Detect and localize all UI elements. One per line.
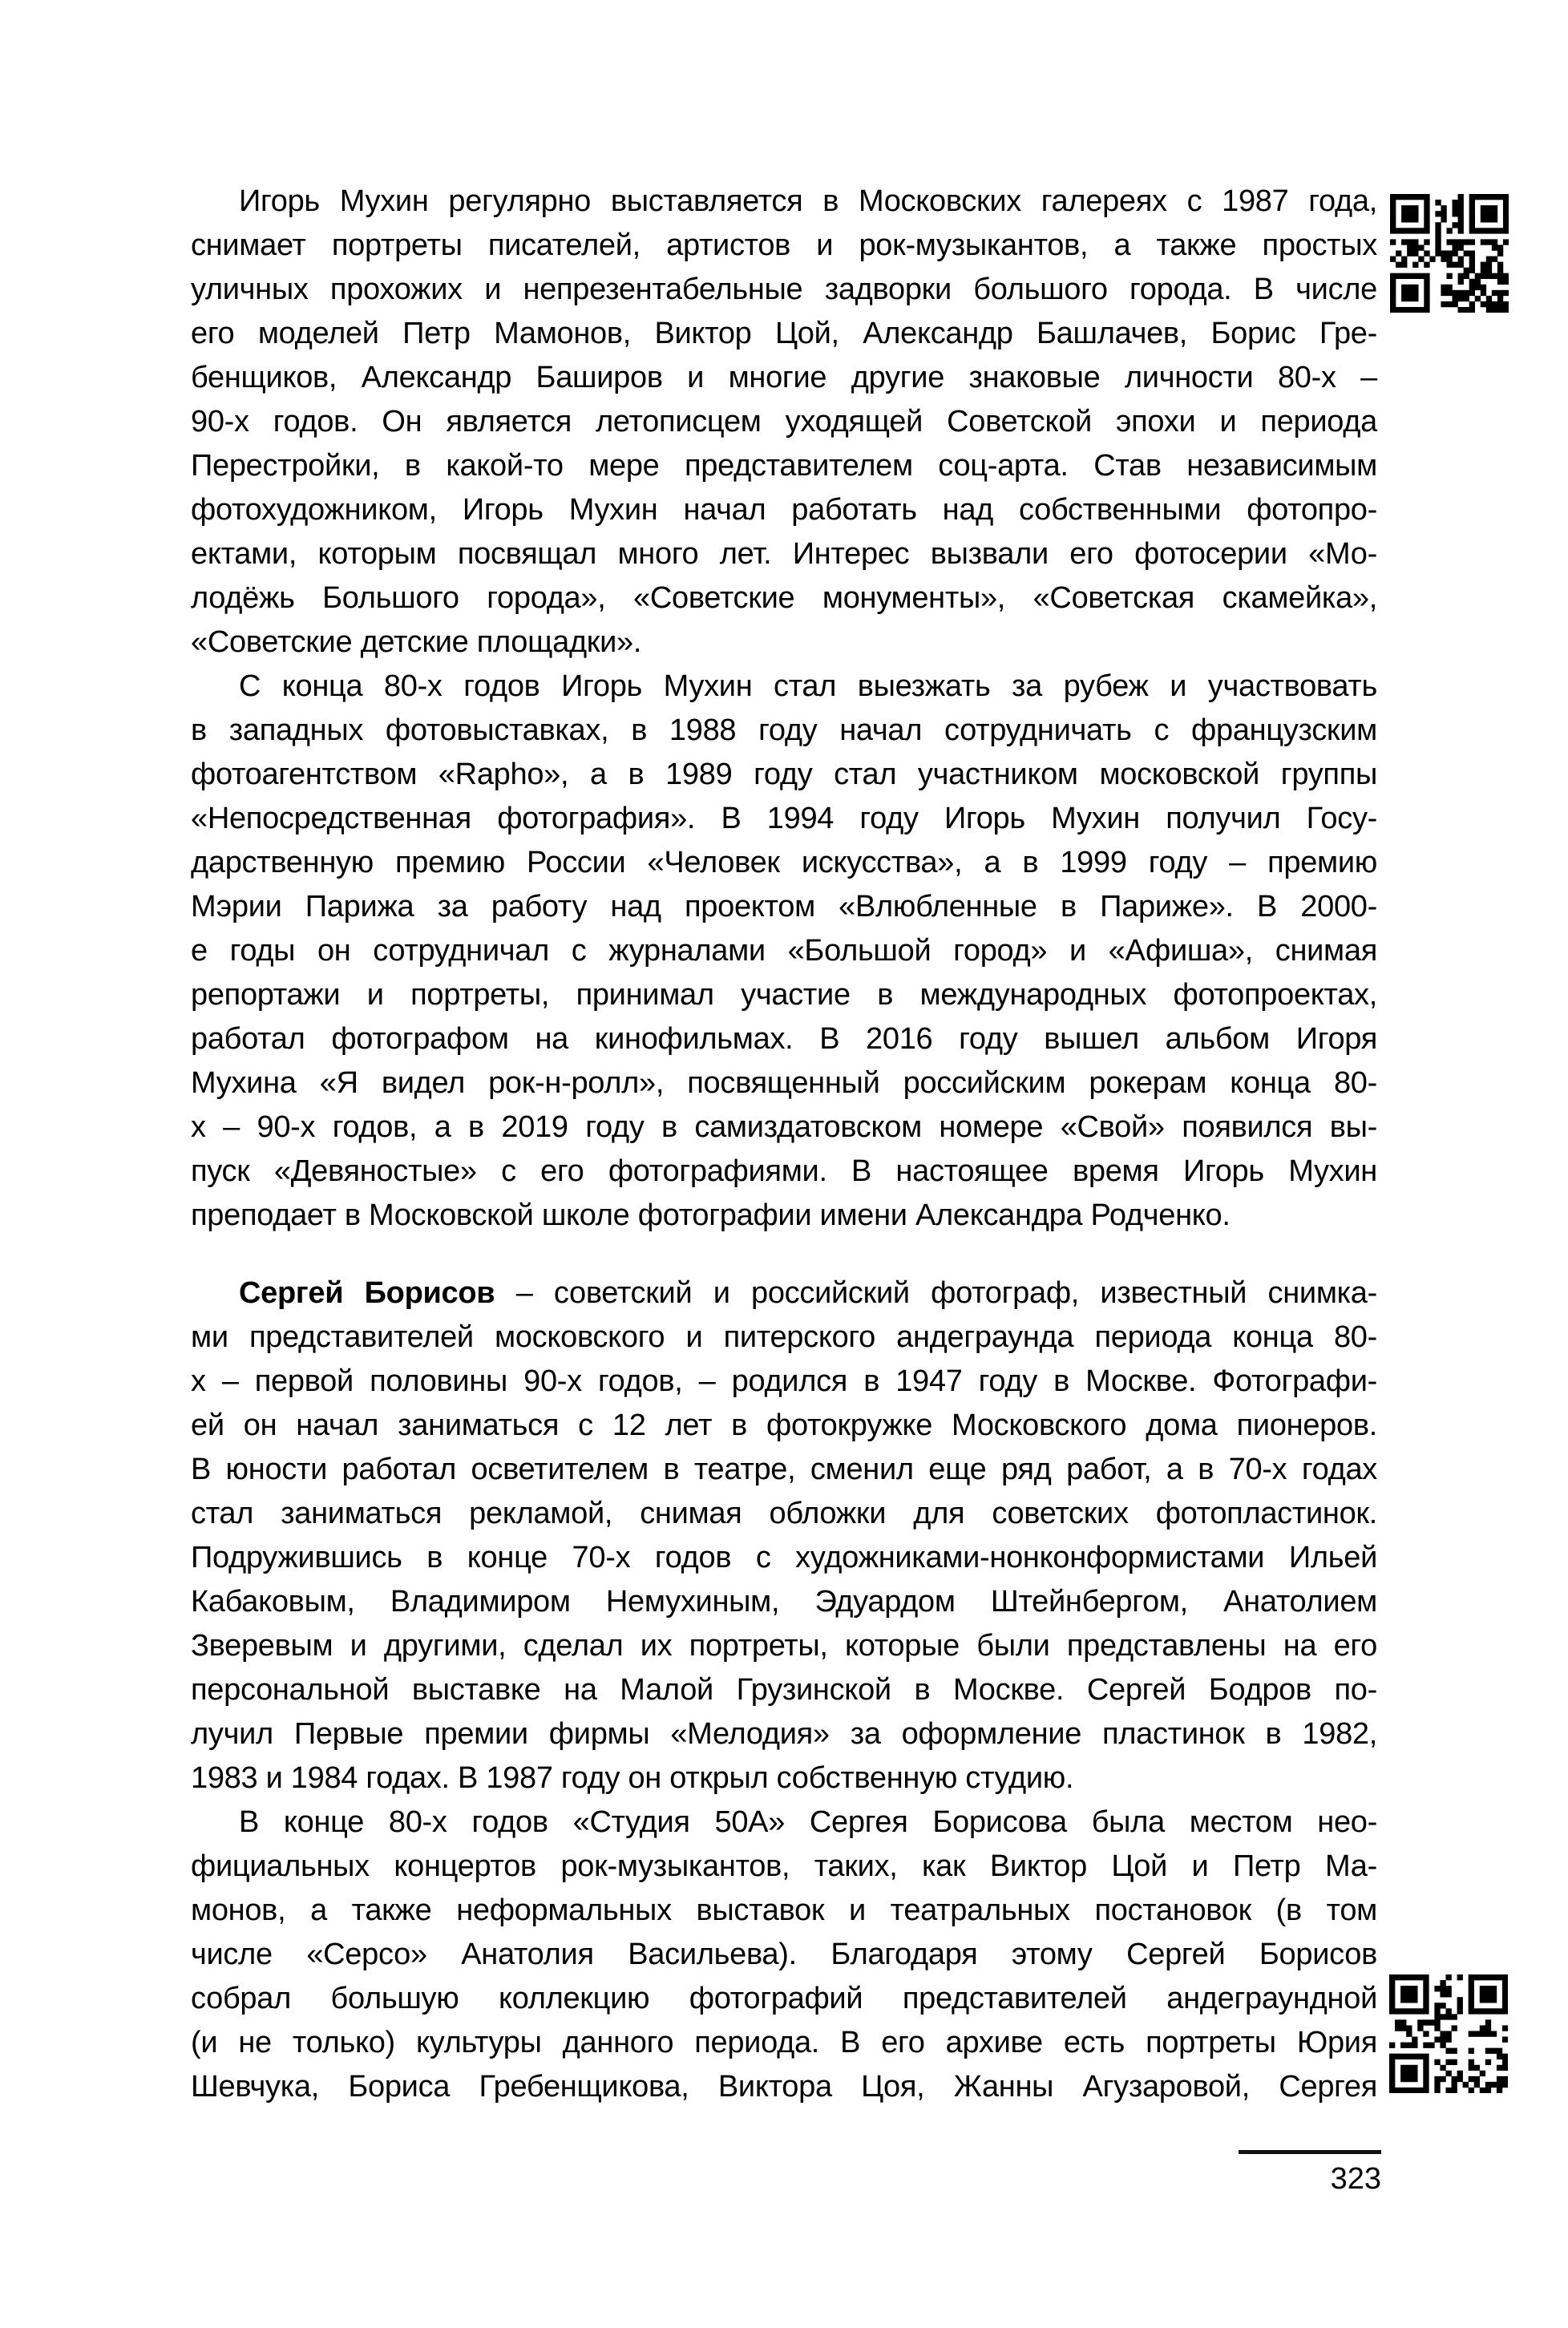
text-line: Мухина «Я видел рок-н-ролл», посвященный российским рокерам конца 80- [191, 1066, 1377, 1100]
text-line: С конца 80-х годов Игорь Мухин стал выезжать за рубеж и участвовать [239, 669, 1377, 703]
text-line: в западных фотовыставках, в 1988 году начал сотрудничать с французским [191, 713, 1377, 747]
text-line: ектами, которым посвящал много лет. Интерес вызвали его фотосерии «Мо- [191, 537, 1377, 571]
text-line: числе «Серсо» Анатолия Васильева). Благодаря этому Сергей Борисов [191, 1938, 1377, 1971]
text-line: дарственную премию России «Человек искусства», а в 1999 году – премию [191, 846, 1377, 879]
text-line: работал фотографом на кинофильмах. В 2016 году вышел альбом Игоря [191, 1022, 1377, 1056]
text-line: пуск «Девяностые» с его фотографиями. В настоящее время Игорь Мухин [191, 1154, 1377, 1188]
page-number: 323 [1330, 2162, 1381, 2196]
text-line: Перестройки, в какой-то мере представителем соц-арта. Став независимым [191, 449, 1377, 483]
text-line: Кабаковым, Владимиром Немухиным, Эдуардом Штейнбергом, Анатолием [191, 1585, 1377, 1619]
text-line: собрал большую коллекцию фотографий представителей андеграундной [191, 1982, 1377, 2015]
qr-code-top-icon [1390, 194, 1509, 313]
text-line: персональной выставке на Малой Грузинской в Москве. Сергей Бодров по- [191, 1673, 1377, 1707]
text-line: фициальных концертов рок-музыкантов, таких, как Виктор Цой и Петр Ма- [191, 1849, 1377, 1883]
text-line: 1983 и 1984 годах. В 1987 году он открыл собственную студию. [191, 1761, 1074, 1795]
text-line: уличных прохожих и непрезентабельные задворки большого города. В числе [191, 273, 1377, 306]
text-line: лодёжь Большого города», «Советские монументы», «Советская скамейка», [191, 581, 1377, 615]
text-line: х – 90-х годов, а в 2019 году в самиздатовском номере «Свой» появился вы- [191, 1110, 1377, 1144]
text-line: Зверевым и другими, сделал их портреты, которые были представлены на его [191, 1629, 1377, 1663]
text-line: ми представителей московского и питерского андеграунда периода конца 80- [191, 1320, 1377, 1354]
qr-code-bottom-icon [1389, 1974, 1508, 2093]
text-line: ей он начал заниматься с 12 лет в фотокружке Московского дома пионеров. [191, 1409, 1377, 1442]
text-line: монов, а также неформальных выставок и театральных постановок (в том [191, 1894, 1377, 1927]
text-line: В юности работал осветителем в театре, сменил еще ряд работ, а в 70-х годах [191, 1453, 1377, 1486]
text-line: 90-х годов. Он является летописцем уходящей Советской эпохи и периода [191, 405, 1377, 439]
text-line: «Советские детские площадки». [191, 625, 642, 659]
text-line: фотоагентством «Rapho», а в 1989 году стал участником московской группы [191, 758, 1377, 791]
paragraph [191, 665, 1377, 1238]
text-line: снимает портреты писателей, артистов и рок-музыкантов, а также простых [191, 228, 1377, 262]
text-line: его моделей Петр Мамонов, Виктор Цой, Александр Башлачев, Борис Гре- [191, 317, 1377, 350]
text-line: «Непосредственная фотография». В 1994 году Игорь Мухин получил Госу- [191, 802, 1377, 835]
text-line: х – первой половины 90-х годов, – родился в 1947 году в Москве. Фотографи- [191, 1364, 1377, 1398]
text-line: фотохудожником, Игорь Мухин начал работать над собственными фотопро- [191, 493, 1377, 527]
text-line: Игорь Мухин регулярно выставляется в Московских галереях с 1987 года, [239, 184, 1377, 218]
text-line: Подружившись в конце 70-х годов с художниками-нонконформистами Ильей [191, 1541, 1377, 1574]
footer-rule [1239, 2150, 1381, 2154]
text-line: В конце 80-х годов «Студия 50А» Сергея Борисова была местом нео- [239, 1805, 1377, 1839]
text-line: (и не только) культуры данного периода. В его архиве есть портреты Юрия [191, 2026, 1377, 2059]
text-line: бенщиков, Александр Баширов и многие другие знаковые личности 80-х – [191, 361, 1377, 394]
paragraph [191, 180, 1377, 665]
text-block [191, 180, 1377, 2109]
text-line: Мэрии Парижа за работу над проектом «Влюбленные в Париже». В 2000- [191, 890, 1377, 924]
text-line: репортажи и портреты, принимал участие в международных фотопроектах, [191, 978, 1377, 1012]
text-line: лучил Первые премии фирмы «Мелодия» за оформление пластинок в 1982, [191, 1717, 1377, 1751]
text-line: преподает в Московской школе фотографии имени Александра Родченко. [191, 1198, 1231, 1232]
text-line: Шевчука, Бориса Гребенщикова, Виктора Цоя, Жанны Агузаровой, Сергея [191, 2070, 1377, 2104]
paragraph [191, 1801, 1377, 2109]
text-line: Сергей Борисов – советский и российский фотограф, известный снимка- [239, 1276, 1377, 1310]
text-line: стал заниматься рекламой, снимая обложки для советских фотопластинок. [191, 1497, 1377, 1530]
paragraph [191, 1271, 1377, 1801]
text-line: е годы он сотрудничал с журналами «Большой город» и «Афиша», снимая [191, 934, 1377, 968]
